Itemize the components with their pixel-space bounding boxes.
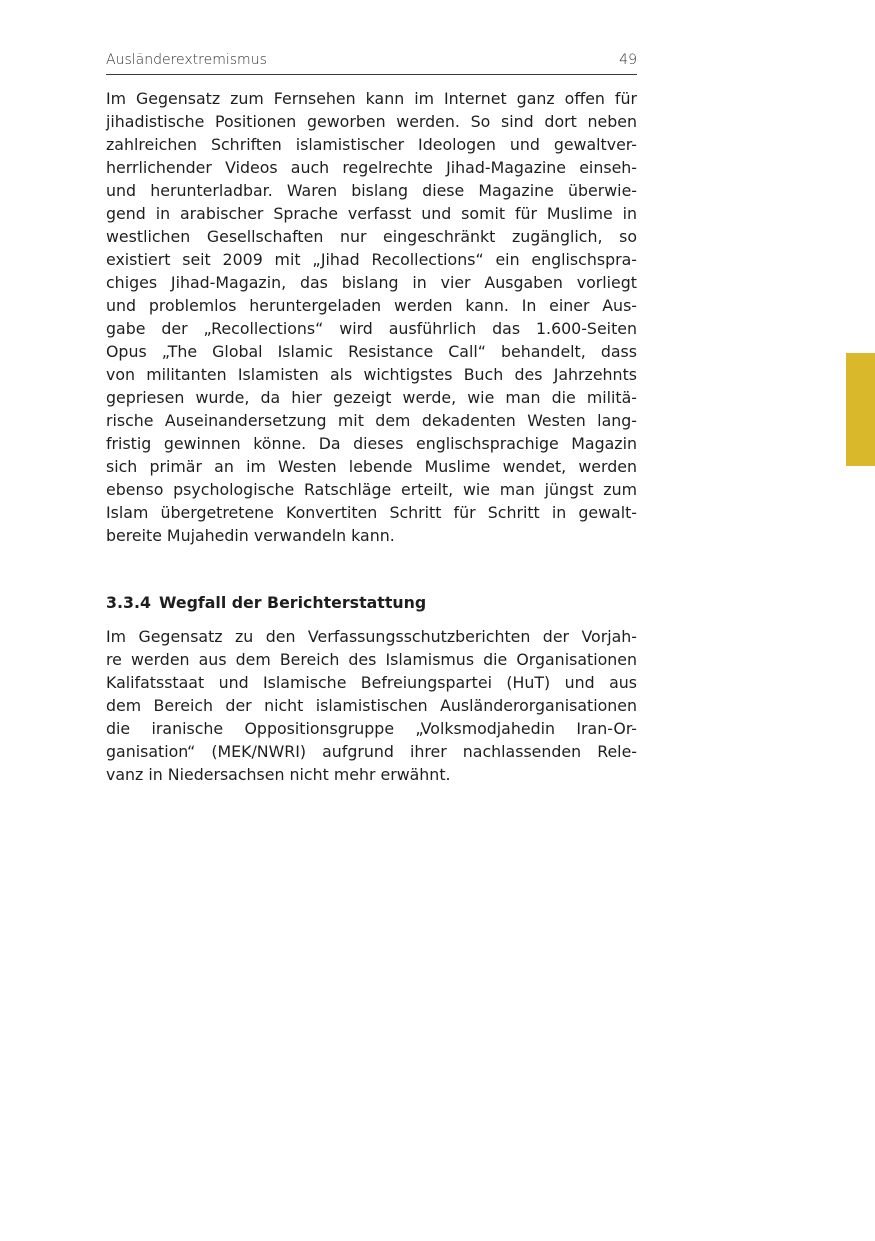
paragraph-line: zahlreichen Schriften islamistischer Ideologen und gewaltver- [106, 135, 637, 154]
paragraph-line: und herunterladbar. Waren bislang diese Magazine überwie- [106, 181, 637, 200]
paragraph-line: ganisation“ (MEK/NWRI) aufgrund ihrer nachlassenden Rele- [106, 742, 637, 761]
body-paragraph-2 [106, 625, 637, 786]
paragraph-line: westlichen Gesellschaften nur eingeschränkt zugänglich, so [106, 227, 637, 246]
paragraph-line: die iranische Oppositionsgruppe „Volksmodjahedin Iran-Or- [106, 719, 637, 738]
paragraph-line: fristig gewinnen könne. Da dieses englischsprachige Magazin [106, 434, 637, 453]
paragraph-line: Islam übergetretene Konvertiten Schritt für Schritt in gewalt- [106, 503, 637, 522]
paragraph-line: gabe der „Recollections“ wird ausführlich das 1.600-Seiten [106, 319, 637, 338]
paragraph-line: von militanten Islamisten als wichtigstes Buch des Jahrzehnts [106, 365, 637, 384]
running-header [106, 52, 637, 75]
paragraph-line: sich primär an im Westen lebende Muslime wendet, werden [106, 457, 637, 476]
paragraph-line: Im Gegensatz zum Fernsehen kann im Internet ganz offen für [106, 89, 637, 108]
paragraph-line: re werden aus dem Bereich des Islamismus die Organisationen [106, 650, 637, 669]
paragraph-line: chiges Jihad-Magazin, das bislang in vier Ausgaben vorliegt [106, 273, 637, 292]
section-heading [106, 591, 426, 614]
chapter-thumb-tab [846, 353, 875, 466]
paragraph-line: Im Gegensatz zu den Verfassungsschutzberichten der Vorjah- [106, 627, 637, 646]
paragraph-line: bereite Mujahedin verwandeln kann. [106, 526, 395, 545]
section-title: Wegfall der Berichterstattung [159, 593, 427, 612]
paragraph-line: gend in arabischer Sprache verfasst und somit für Muslime in [106, 204, 637, 223]
paragraph-line: existiert seit 2009 mit „Jihad Recollections“ ein englischspra- [106, 250, 637, 269]
paragraph-line: jihadistische Positionen geworben werden. So sind dort neben [106, 112, 637, 131]
paragraph-line: herrlichender Videos auch regelrechte Jihad-Magazine einseh- [106, 158, 637, 177]
running-title: Ausländerextremismus [106, 52, 267, 68]
paragraph-line: rische Auseinandersetzung mit dem dekadenten Westen lang- [106, 411, 637, 430]
page-number: 49 [619, 52, 637, 68]
paragraph-line: ebenso psychologische Ratschläge erteilt, wie man jüngst zum [106, 480, 637, 499]
paragraph-line: dem Bereich der nicht islamistischen Ausländerorganisationen [106, 696, 637, 715]
body-paragraph-1 [106, 87, 637, 547]
section-number: 3.3.4 [106, 593, 151, 612]
paragraph-line: Kalifatsstaat und Islamische Befreiungspartei (HuT) und aus [106, 673, 637, 692]
paragraph-line: Opus „The Global Islamic Resistance Call“ behandelt, dass [106, 342, 637, 361]
paragraph-line: und problemlos heruntergeladen werden kann. In einer Aus- [106, 296, 637, 315]
paragraph-line: vanz in Niedersachsen nicht mehr erwähnt. [106, 765, 451, 784]
paragraph-line: gepriesen wurde, da hier gezeigt werde, wie man die militä- [106, 388, 637, 407]
